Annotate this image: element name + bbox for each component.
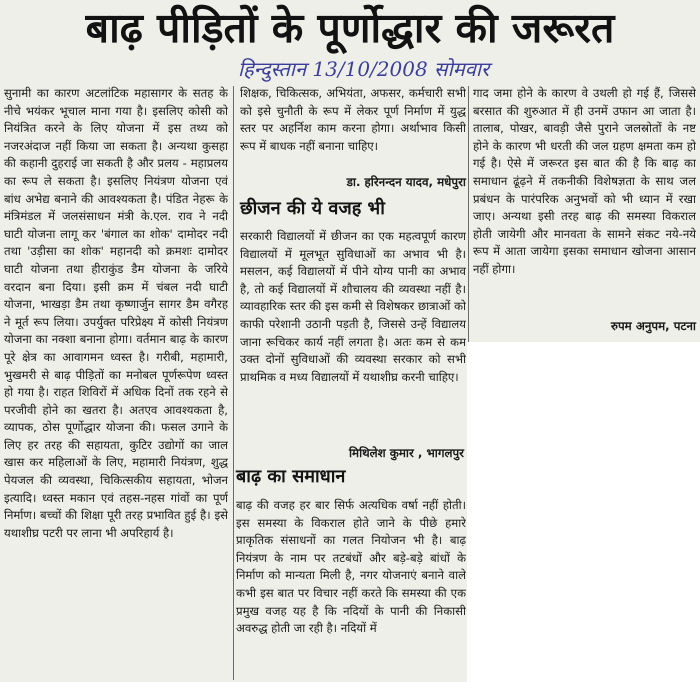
handwritten-date-note: हिन्दुस्तान 13/10/2008 सोमवार	[238, 57, 490, 81]
column-divider	[468, 86, 469, 342]
letter-2-text	[240, 228, 466, 442]
headline: बाढ़ पीड़ितों के पूर्णोद्धार की जरूरत	[85, 4, 615, 52]
letter-2-signature: मिथिलेश कुमार , भागलपुर	[348, 446, 464, 460]
article-body: सुनामी का कारण अटलांटिक महासागर के सतह के नीचे भयंकर भूचाल माना गया है। इसलिए कोसी को नियंत्रित करने के लिए योजना में इस तथ्य को नजरअंदाज नहीं किया जा सकता है। अन्यथा कुसहा की कहानी दुहराई जा सकती है और प्रलय - महाप्रलय का रूप ले सकता है। इसलिए नियंत्रण योजना एवं बांध अभेद्य बनाने की आवश्यकता है। पंडित नेहरू के मंत्रिमंडल में जलसंसाधन मंत्री के.एल. राव ने नदी घाटी योजना लागू कर 'बंगाल का शोक' दामोदर नदी तथा 'उड़ीसा का शोक' महानदी को क्रमशः दामोदर घाटी योजना तथा हीराकुंड डैम योजना के जरिये वरदान बना दिया। इसी क्रम में चंबल नदी घाटी योजना, भाखड़ा डैम तथा कृष्णार्जुन सागर डैम वगैरह ने मूर्त रूप लिया। उपर्युक्त परिप्रेक्ष्य में कोसी नियंत्रण योजना का नक्शा बनाना होगा। वर्तमान बाढ़ के कारण पूरे क्षेत्र का आवागमन ध्वस्त है। गरीबी, महामारी, भुखमरी से बाढ़ पीड़ितों का मनोबल पूर्णरूपेण ध्वस्त हो गया है। राहत शिविरों में अधिक दिनों तक रहने से परजीवी होने का खतरा है। अतएव आवश्यकता है, व्यापक, ठोस पूर्णोद्धार योजना की। फसल उगाने के लिए हर तरह की सहायता, कुटिर उद्योगों का जाल खास कर महिलाओं के लिए, महामारी नियंत्रण, शुद्ध पेयजल की व्यवस्था, चिकित्सकीय सहायता, भोजन इत्यादि। ध्वस्त मकान एवं तहस-नहस गांवों का पूर्ण निर्माण। बच्चों की शिक्षा पूरी तरह प्रभावित हुई है। इसे यथाशीघ्र पटरी पर लाना भी अपरिहार्य है।	[4, 86, 228, 540]
letter-2-heading: छीजन की ये वजह भी	[240, 198, 385, 219]
column-3-text	[473, 85, 696, 330]
letter-body: शिक्षक, चिकित्सक, अभियंता, अफसर, कर्मचारी सभी को इसे चुनौती के रूप में लेकर पूर्ण निर्माण में युद्ध स्तर पर अहर्निश काम करना होगा। अर्थाभाव किसी रूप में बाधक नहीं बनाना चाहिए।	[240, 86, 466, 153]
letter-1-tail	[240, 85, 466, 170]
column-divider	[233, 86, 234, 680]
letter-3-heading: बाढ़ का समाधान	[236, 466, 346, 487]
column-1-text	[4, 85, 228, 681]
letter-body: गाद जमा होने के कारण वे उथली हो गई हैं, जिससे बरसात की शुरुआत में ही उनमें उफान आ जाता है। तालाब, पोखर, बावड़ी जैसे पुराने जलस्रोतों के नष्ट होने के कारण भी धरती की जल ग्रहण क्षमता कम हो गई है। ऐसे में जरूरत इस बात की है कि बाढ़ का समाधान ढूंढ़ने में तकनीकी विशेषज्ञता के साथ जल प्रबंधन के पारंपरिक अनुभवों को भी ध्यान में रखा जाए। अन्यथा इसी तरह बाढ़ की समस्या विकराल होती जायेगी और मानवता के सामने संकट नये-नये रूप में आता जायेगा इसका समाधान खोजना आसान नहीं होगा।	[473, 86, 696, 276]
letter-body: बाढ़ की वजह हर बार सिर्फ अत्यधिक वर्षा नहीं होती। इस समस्या के विकराल होते जाने के पीछे हमारे प्राकृतिक संसाधनों का गलत नियोजन भी है। बाढ़ नियंत्रण के नाम पर तटबंधों और बड़े-बड़े बांधों के निर्माण को मान्यता मिली है, नगर योजनाएं बनाने वाले कभी इस बात पर विचार नहीं करते कि समस्या की एक प्रमुख वजह यह है कि नदियों के पानी की निकासी अवरुद्ध होती जा रही है। नदियों में	[236, 498, 466, 636]
letter-1-signature: डा. हरिनन्दन यादव, मधेपुरा	[346, 175, 466, 189]
blank-area	[467, 342, 700, 682]
letter-3-signature: रुपम अनुपम, पटना	[610, 319, 696, 333]
letter-body: सरकारी विद्यालयों में छीजन का एक महत्वपूर्ण कारण विद्यालयों में मूलभूत सुविधाओं का अभाव भी है। मसलन, कई विद्यालयों में पीने योग्य पानी का अभाव है, तो कई विद्यालयों में शौचालय की व्यवस्था नहीं है। व्यावहारिक स्तर की इस कमी से विशेषकर छात्राओं को काफी परेशानी उठानी पड़ती है, जिससे उन्हें विद्यालय जाना रूचिकर कार्य नहीं लगता है। अतः कम से कम उक्त दोनों सुविधाओं की व्यवस्था सरकार को सभी प्राथमिक व मध्य विद्यालयों में यथाशीघ्र करनी चाहिए।	[240, 229, 466, 384]
letter-3-text	[236, 497, 466, 682]
